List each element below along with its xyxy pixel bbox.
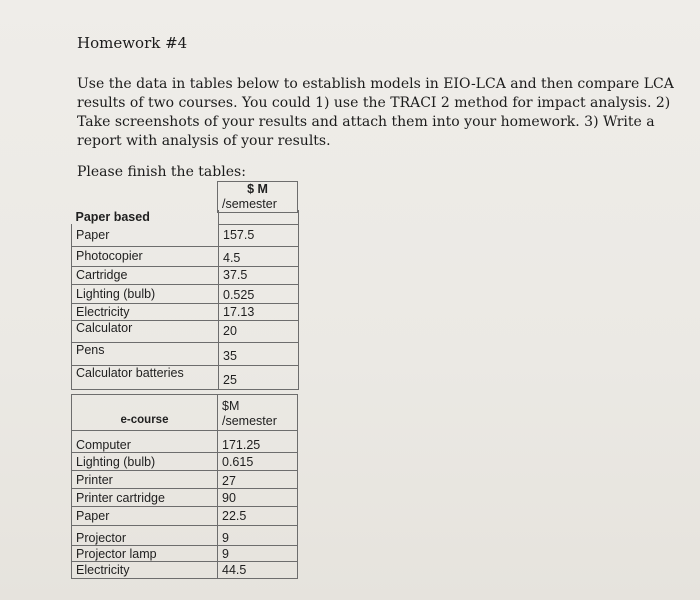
table-row-item: Calculator <box>72 320 219 342</box>
table-row-item: Projector lamp <box>72 546 218 562</box>
tables-subtitle: Please finish the tables: <box>77 164 246 180</box>
paper-based-body <box>71 210 299 390</box>
table-row-value: 171.25 <box>218 431 298 453</box>
table-row-value: 90 <box>218 489 298 507</box>
table-row-item: Printer cartridge <box>72 489 218 507</box>
table-row-value: 20 <box>219 320 299 342</box>
table-row-item: Paper <box>72 507 218 526</box>
table-row-value: 0.525 <box>219 284 299 303</box>
ecourse-table <box>71 394 298 579</box>
unit-header-line2: /semester <box>218 196 298 212</box>
table-row-value: 4.5 <box>219 246 299 266</box>
table-row-item: Computer <box>72 431 218 453</box>
table-row-value: 27 <box>218 471 298 489</box>
table-row-item: Photocopier <box>72 246 219 266</box>
paper-based-header: Paper based <box>75 210 150 224</box>
page-title: Homework #4 <box>77 34 188 52</box>
table-row-item: Cartridge <box>72 266 219 284</box>
table-row-value: 25 <box>219 365 299 389</box>
ecourse-header: e-course <box>72 395 218 431</box>
unit-header-line2: /semester <box>222 413 277 428</box>
instructions-text: Use the data in tables below to establish models in EIO-LCA and then compare LCA results of two courses. You could 1) use the TRACI 2 method for impact analysis. 2) Take screenshots of your results and attach them into your homework. 3) Write a report with analysis of your results. <box>77 76 674 149</box>
table-row-value: 9 <box>218 526 298 546</box>
table-row-item: Paper <box>72 224 219 246</box>
table-row-item: Pens <box>72 342 219 365</box>
unit-header-line1: $M <box>222 398 240 413</box>
table-row-value: 37.5 <box>219 266 299 284</box>
table-row-item: Lighting (bulb) <box>72 453 218 471</box>
table-corner <box>71 182 218 213</box>
table-row-item: Electricity <box>72 303 219 320</box>
header-spacer <box>219 210 299 224</box>
table-row-item: Lighting (bulb) <box>72 284 219 303</box>
ecourse-unit-header <box>218 395 298 431</box>
unit-header-line1: $ M <box>218 182 298 197</box>
table-row-item: Projector <box>72 526 218 546</box>
table-row-item: Printer <box>72 471 218 489</box>
paper-based-table <box>71 181 298 213</box>
table-row-value: 0.615 <box>218 453 298 471</box>
table-row-item: Calculator batteries <box>72 365 219 389</box>
table-row-value: 35 <box>219 342 299 365</box>
table-row-value: 17.13 <box>219 303 299 320</box>
table-row-value: 44.5 <box>218 562 298 579</box>
table-row-value: 157.5 <box>219 224 299 246</box>
table-row-item: Electricity <box>72 562 218 579</box>
table-row-value: 22.5 <box>218 507 298 526</box>
table-row-value: 9 <box>218 546 298 562</box>
